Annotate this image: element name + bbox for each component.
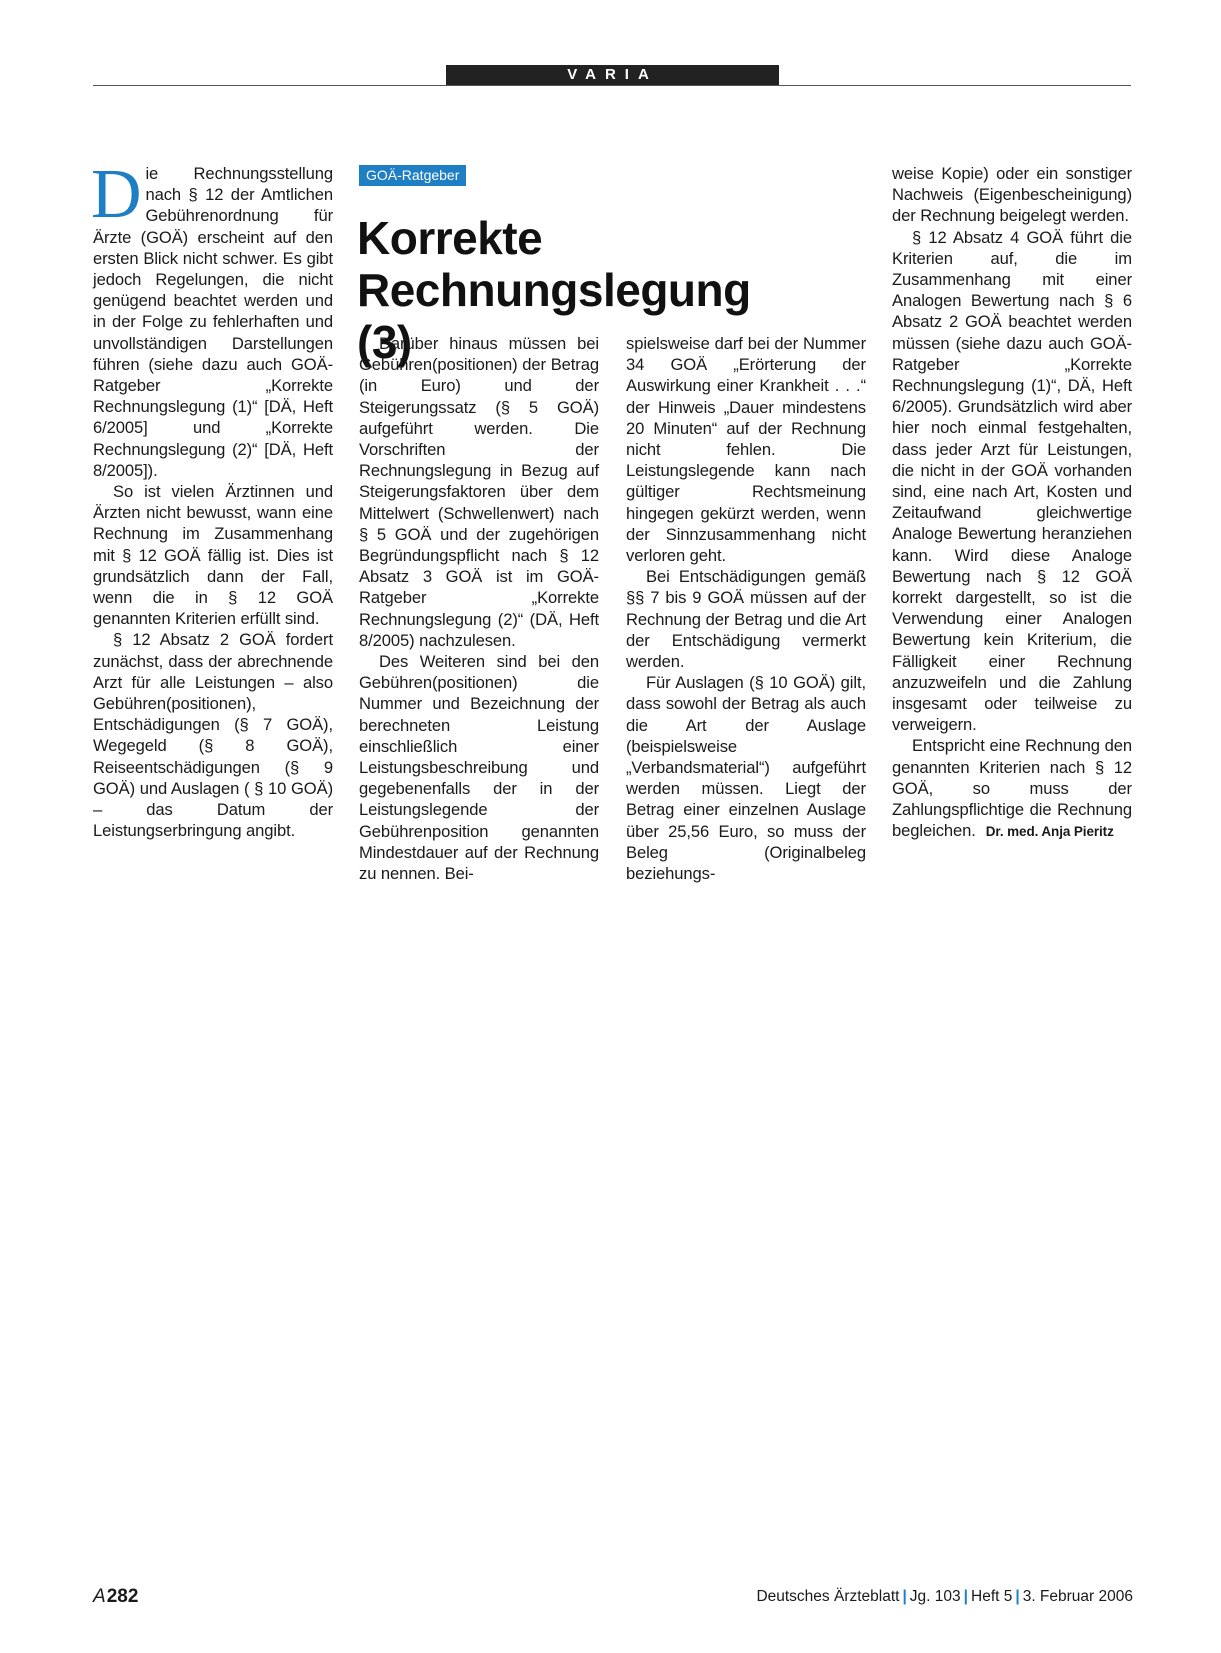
article-column-2 bbox=[359, 333, 599, 884]
page-number: A282 bbox=[93, 1586, 139, 1607]
body-paragraph: Entspricht eine Rechnung den genannten Kriterien nach § 12 GOÄ, so muss der Zahlungspflichtige die Rechnung begleichen. Dr. med. Anja Pieritz bbox=[892, 736, 1132, 841]
body-paragraph: Bei Entschädigungen gemäß §§ 7 bis 9 GOÄ müssen auf der Rechnung der Betrag und die Art der Entschädigung vermerkt werden. bbox=[626, 567, 866, 672]
body-paragraph: Die Rechnungsstellung nach § 12 der Amtlichen Gebührenordnung für Ärzte (GOÄ) erscheint auf den ersten Blick nicht schwer. Es gibt jedoch Regelungen, die nicht genügend beachtet werden und in der Folge zu fehlerhaften und unvollständigen Darstellungen führen (siehe dazu auch GOÄ-Ratgeber „Korrekte Rechnungslegung (1)“ [DÄ, Heft 6/2005] und „Korrekte Rechnungslegung (2)“ [DÄ, Heft 8/2005]). bbox=[91, 156, 333, 480]
body-paragraph: weise Kopie) oder ein sonstiger Nachweis (Eigenbescheinigung) der Rechnung beigelegt werden. bbox=[892, 164, 1132, 226]
body-paragraph: § 12 Absatz 2 GOÄ fordert zunächst, dass der abrechnende Arzt für alle Leistungen – also Gebühren(positionen), Entschädigungen (§ 7 GOÄ), Wegegeld (§ 8 GOÄ), Reiseentschädigungen (§ 9 GOÄ) und Auslagen ( § 10 GOÄ) – das Datum der Leistungserbringung angibt. bbox=[93, 630, 333, 841]
author-name: Dr. med. Anja Pieritz bbox=[985, 824, 1114, 840]
body-paragraph: Darüber hinaus müssen bei Gebühren(positionen) der Betrag (in Euro) und der Steigerungssatz (§ 5 GOÄ) aufgeführt werden. Die Vorschriften der Rechnungslegung in Bezug auf Steigerungsfaktoren über dem Mittelwert (Schwellenwert) nach § 5 GOÄ und der zugehörigen Begründungspflicht nach § 12 Absatz 3 GOÄ ist im GOÄ-Ratgeber „Korrekte Rechnungslegung (2)“ (DÄ, Heft 8/2005) nachzulesen. bbox=[359, 334, 599, 650]
body-paragraph: Des Weiteren sind bei den Gebühren(positionen) die Nummer und Bezeichnung der berechneten Leistung einschließlich einer Leistungsbeschreibung und gegebenenfalls der in der Leistungslegende der Gebührenposition genannten Mindestdauer auf der Rechnung zu nennen. Bei- bbox=[359, 652, 599, 884]
footer-citation bbox=[756, 1588, 1133, 1606]
article-column-1 bbox=[91, 156, 333, 842]
article-title: Korrekte Rechnungslegung (3) bbox=[357, 212, 751, 368]
body-paragraph: § 12 Absatz 4 GOÄ führt die Kriterien auf, die im Zusammenhang mit einer Analogen Bewertung nach § 6 Absatz 2 GOÄ beachtet werden müssen (siehe dazu auch GOÄ-Ratgeber „Korrekte Rechnungslegung (1)“, DÄ, Heft 6/2005). Grundsätzlich wird aber hier noch einmal festgehalten, dass jeder Arzt für Leistungen, die nicht in der GOÄ vorhanden sind, eine nach Art, Kosten und Zeitaufwand gleichwertige Analoge Bewertung heranziehen kann. Wird diese Analoge Bewertung nach § 12 GOÄ korrekt dargestellt, so ist die Verwendung einer Analogen Bewertung kein Kriterium, die Fälligkeit einer Rechnung anzuzweifeln und die Zahlung insgesamt oder teilweise zu verweigern. bbox=[892, 227, 1132, 735]
body-paragraph: Für Auslagen (§ 10 GOÄ) gilt, dass sowohl der Betrag als auch die Art der Auslage (beispielsweise „Verbandsmaterial“) aufgeführt werden müssen. Liegt der Betrag einer einzelnen Auslage über 25,56 Euro, so muss der Beleg (Originalbeleg beziehungs- bbox=[626, 673, 866, 884]
body-paragraph: spielsweise darf bei der Nummer 34 GOÄ „Erörterung der Auswirkung einer Krankheit . . .“ der Hinweis „Dauer mindestens 20 Minuten“ auf der Rechnung nicht fehlen. Die Leistungslegende kann nach gültiger Rechtsmeinung hingegen gekürzt werden, wenn der Sinnzusammenhang nicht verloren geht. bbox=[626, 334, 866, 566]
issue: Heft 5 bbox=[971, 1588, 1013, 1605]
article-column-3 bbox=[626, 333, 866, 884]
header-rule bbox=[93, 85, 1131, 86]
journal-name: Deutsches Ärzteblatt bbox=[756, 1588, 900, 1605]
separator: | bbox=[963, 1588, 968, 1605]
drop-cap: D bbox=[91, 156, 142, 233]
separator: | bbox=[1015, 1588, 1020, 1605]
volume: Jg. 103 bbox=[909, 1588, 961, 1605]
section-label: VARIA bbox=[446, 65, 779, 85]
issue-date: 3. Februar 2006 bbox=[1022, 1588, 1133, 1605]
category-tag: GOÄ-Ratgeber bbox=[359, 165, 466, 186]
separator: | bbox=[902, 1588, 907, 1605]
body-paragraph: So ist vielen Ärztinnen und Ärzten nicht bewusst, wann eine Rechnung im Zusammenhang mit § 12 GOÄ fällig ist. Dies ist grundsätzlich dann der Fall, wenn die in § 12 GOÄ genannten Kriterien erfüllt sind. bbox=[93, 482, 333, 629]
article-column-4 bbox=[892, 163, 1132, 843]
